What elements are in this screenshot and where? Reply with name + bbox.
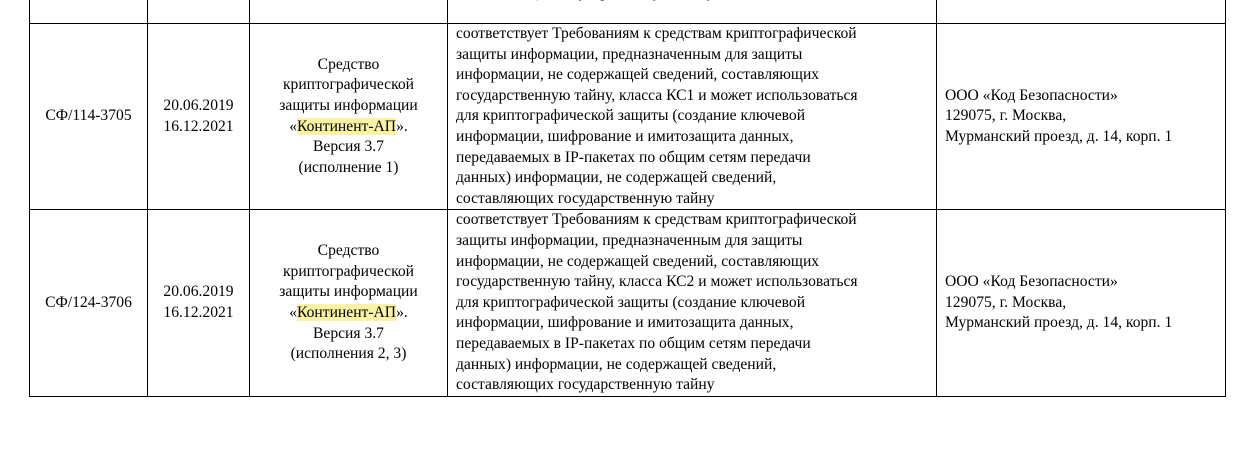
date-valid: 16.12.2021 [163, 304, 234, 322]
product-version: Версия 3.7 [313, 324, 384, 342]
quote-close: ». [396, 304, 408, 322]
requirement-line: данных) информации, не содержащей сведений, [456, 169, 777, 187]
requirement-line: информации, шифрование и имитозащита данных, [456, 314, 794, 332]
product-title-line [250, 117, 447, 138]
requirement-line: государственную тайну, класса КС1 и может использоваться [456, 86, 858, 104]
organization-cell [937, 0, 1226, 24]
quote-close: ». [396, 117, 408, 135]
table-row [30, 210, 1226, 396]
organization-address: Мурманский проезд, д. 14, корп. 1 [945, 314, 1173, 332]
requirement-line: составляющих государственную тайну [456, 189, 715, 207]
product-name-cell [250, 210, 448, 396]
table-row [30, 0, 1226, 24]
product-name-line: криптографической [282, 262, 415, 280]
cert-number-cell [30, 0, 148, 24]
requirement-line: для криптографической защиты (создание ключевой [456, 107, 806, 125]
requirement-line: информации, шифрование и имитозащита данных, [456, 127, 794, 145]
product-name-cell [250, 24, 448, 210]
requirements-cell [448, 210, 937, 396]
dates-cell [148, 210, 250, 396]
requirement-line: государственную тайну, класса КС2 и может использоваться [456, 273, 858, 291]
requirement-line: составляющих государственную тайну [456, 376, 715, 394]
requirement-line: данных) информации, не содержащей сведений, [456, 355, 777, 373]
requirement-line [456, 0, 936, 4]
requirement-line: информации, не содержащей сведений, составляющих [456, 66, 820, 84]
quote-open: « [289, 117, 297, 135]
requirement-line: передаваемых в IP-пакетах по общим сетям передачи [456, 148, 811, 166]
date-issued: 20.06.2019 [163, 283, 234, 301]
organization-cell [937, 210, 1226, 396]
product-name-line: Средство [317, 55, 380, 73]
requirement-line: передаваемых в IP-пакетах по общим сетям передачи [456, 334, 811, 352]
cert-number-cell [30, 210, 148, 396]
table-row [30, 24, 1226, 210]
organization-name: ООО «Код Безопасности» [945, 86, 1118, 104]
cert-number-cell [30, 24, 148, 210]
organization-address: 129075, г. Москва, [945, 293, 1067, 311]
quote-open: « [289, 304, 297, 322]
requirements-cell [448, 0, 937, 24]
product-title-line [250, 303, 447, 324]
requirement-line: защиты информации, предназначенным для защиты [456, 45, 803, 63]
product-highlight: Континент-АП [297, 304, 397, 322]
product-highlight: Континент-АП [297, 117, 397, 135]
dates-cell [148, 0, 250, 24]
product-name-cell [250, 0, 448, 24]
cert-number: СФ/114-3705 [45, 107, 132, 125]
product-version: Версия 3.7 [313, 138, 384, 156]
certificates-table [29, 0, 1226, 397]
date-valid: 16.12.2021 [163, 117, 234, 135]
requirement-line: информации, не содержащей сведений, составляющих [456, 252, 820, 270]
date-issued: 20.06.2019 [163, 97, 234, 115]
product-name-line: Средство [317, 242, 380, 260]
requirements-cell [448, 24, 937, 210]
product-name-line: защиты информации [279, 97, 418, 115]
requirement-line: соответствует Требованиям к средствам криптографической [456, 211, 857, 229]
organization-cell [937, 24, 1226, 210]
organization-address: 129075, г. Москва, [945, 107, 1067, 125]
cert-number: СФ/124-3706 [45, 293, 132, 311]
product-name-line: криптографической [282, 76, 415, 94]
product-execution: (исполнение 1) [298, 158, 399, 176]
organization-name: ООО «Код Безопасности» [945, 273, 1118, 291]
product-name-line: защиты информации [279, 283, 418, 301]
requirement-line: для криптографической защиты (создание ключевой [456, 293, 806, 311]
requirement-line: соответствует Требованиям к средствам криптографической [456, 25, 857, 42]
dates-cell [148, 24, 250, 210]
product-execution: (исполнения 2, 3) [290, 345, 407, 363]
organization-address: Мурманский проезд, д. 14, корп. 1 [945, 127, 1173, 145]
requirement-line: защиты информации, предназначенным для защиты [456, 231, 803, 249]
